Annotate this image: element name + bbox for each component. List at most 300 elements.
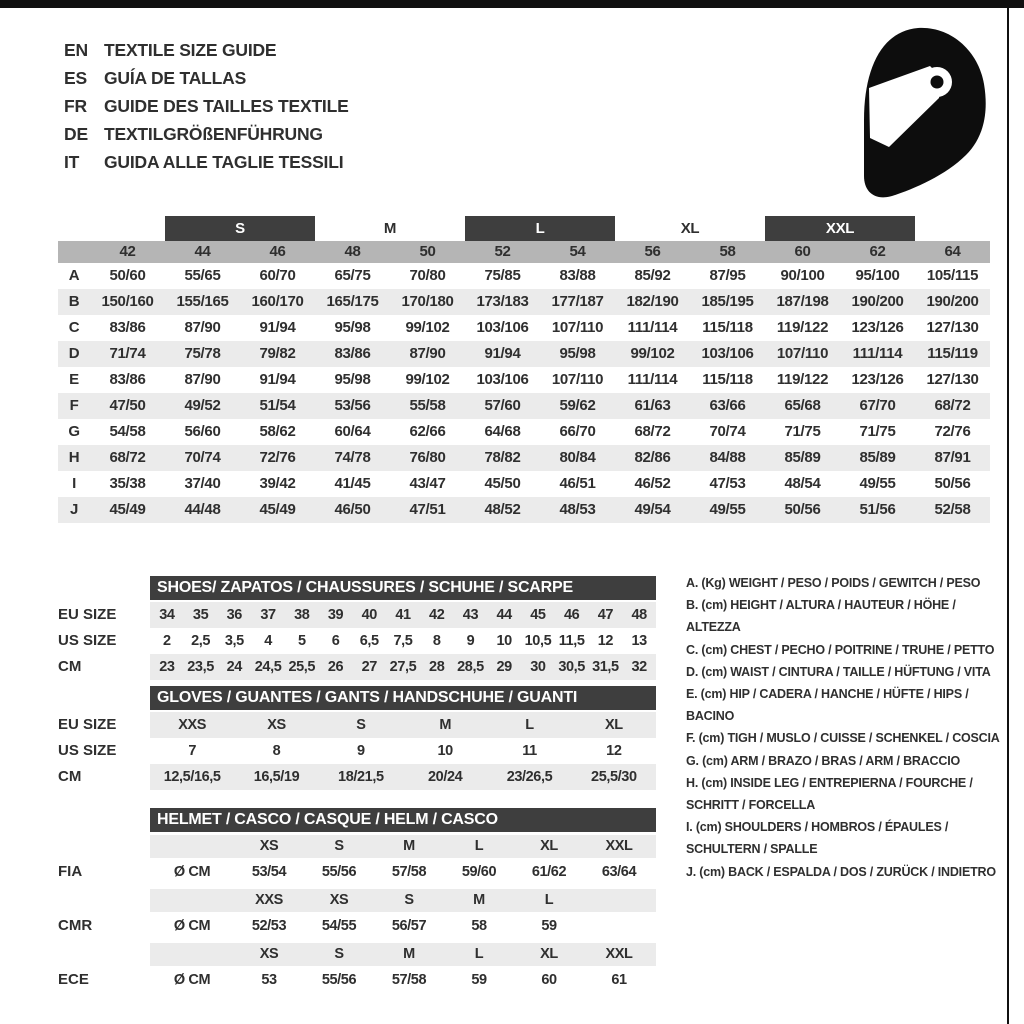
textile-cell: 190/200	[851, 293, 904, 310]
shoes-table-row-cm	[58, 654, 656, 680]
textile-cell: 68/72	[109, 449, 146, 466]
textile-cell: 44/48	[184, 501, 221, 518]
value-cell: 29	[496, 659, 512, 675]
value-cell: 27,5	[389, 659, 417, 675]
textile-cell: 46/50	[334, 501, 371, 518]
helmet-size-label: L	[474, 838, 484, 854]
textile-cell: 65/75	[334, 267, 371, 284]
value-cell: 23/26,5	[506, 769, 553, 785]
helmet-values-row-fia	[58, 858, 656, 886]
textile-cell: 49/52	[184, 397, 221, 414]
language-code: IT	[64, 152, 80, 172]
legend-item-f: F. (cm) TIGH / MUSLO / CUISSE / SCHENKEL / COSCIA	[686, 731, 1000, 746]
textile-cell: 76/80	[409, 449, 446, 466]
textile-cell: 72/76	[934, 423, 971, 440]
textile-cell: 39/42	[259, 475, 296, 492]
textile-row-h	[58, 445, 990, 471]
row-label-spacer	[58, 835, 150, 858]
legend-item-c: C. (cm) CHEST / PECHO / POITRINE / TRUHE / PETTO	[686, 642, 995, 657]
helmet-size-labels	[150, 889, 656, 912]
textile-cell: 45/49	[259, 501, 296, 518]
textile-cell: 91/94	[484, 345, 521, 362]
textile-cell: 187/198	[776, 293, 829, 310]
value-cell: 11,5	[558, 633, 585, 649]
textile-cell: 63/66	[709, 397, 746, 414]
textile-cell: 64/68	[484, 423, 521, 440]
size-band-xl: XL	[680, 220, 700, 237]
value-cell: 16,5/19	[253, 769, 300, 785]
value-cell: 12,5/16,5	[163, 769, 221, 785]
textile-cell: 83/86	[109, 371, 146, 388]
textile-cell: 82/86	[634, 449, 671, 466]
row-label: US SIZE	[58, 742, 117, 759]
top-border-bar	[0, 0, 1024, 8]
textile-cell: 50/56	[784, 501, 821, 518]
value-cell: 18/21,5	[338, 769, 384, 785]
gloves-table-row-us-size	[58, 738, 656, 764]
value-cell: 27	[361, 659, 377, 675]
textile-cell: 47/50	[109, 397, 146, 414]
row-label-g: G	[68, 423, 80, 440]
textile-cell: 107/110	[551, 371, 604, 388]
size-band-l: L	[465, 216, 615, 241]
value-cell: 28	[429, 659, 445, 675]
helmet-size-label: XXL	[605, 946, 633, 962]
textile-cell: 95/98	[334, 371, 371, 388]
textile-cell: 50/60	[109, 267, 146, 284]
shoes-table-row-eu-size	[58, 602, 656, 628]
textile-cell: 119/122	[776, 371, 829, 388]
size-column-52: 52	[494, 243, 511, 260]
textile-cell: 56/60	[184, 423, 221, 440]
textile-cell: 115/119	[927, 345, 978, 362]
helmet-value-cell: 55/56	[321, 864, 357, 880]
textile-cell: 65/68	[784, 397, 821, 414]
textile-cell: 53/56	[334, 397, 371, 414]
textile-cell: 85/92	[634, 267, 671, 284]
standard-label-ece: ECE	[58, 971, 89, 988]
legend-item-b: B. (cm) HEIGHT / ALTURA / HAUTEUR / HÖHE / ALTEZZA	[686, 598, 956, 635]
standard-label-cmr: CMR	[58, 917, 93, 934]
row-label-spacer	[58, 889, 150, 912]
legend-item-j: J. (cm) BACK / ESPALDA / DOS / ZURÜCK / INDIETRO	[686, 864, 996, 879]
helmet-values-row-cmr	[58, 912, 656, 940]
size-band-s: S	[165, 216, 315, 241]
textile-cell: 99/102	[405, 371, 450, 388]
textile-cell: 50/56	[934, 475, 971, 492]
value-cell: 7	[188, 743, 196, 759]
standard-label-fia: FIA	[58, 863, 83, 880]
size-column-46: 46	[269, 243, 286, 260]
helmet-size-label: XXS	[255, 892, 283, 908]
value-cell: 8	[432, 633, 441, 649]
textile-cell: 85/89	[859, 449, 896, 466]
textile-cell: 177/187	[551, 293, 604, 310]
language-row-de	[64, 120, 349, 148]
value-cell: 9	[356, 743, 365, 759]
size-column-58: 58	[719, 243, 736, 260]
value-cell: 31,5	[592, 659, 619, 675]
size-column-64: 64	[944, 243, 961, 260]
value-cell: 7,5	[393, 633, 413, 649]
textile-cell: 123/126	[851, 371, 904, 388]
helmet-value-cell: 53	[261, 972, 277, 988]
row-label-b: B	[68, 293, 80, 310]
value-cell: 3,5	[224, 633, 244, 649]
textile-cell: 43/47	[409, 475, 446, 492]
value-cell: 23	[159, 659, 175, 675]
value-cell: 10	[496, 633, 512, 649]
textile-cell: 45/50	[484, 475, 521, 492]
value-cell: 2,5	[191, 633, 211, 649]
textile-cell: 165/175	[326, 293, 379, 310]
diameter-spacer	[150, 835, 234, 858]
language-title: TEXTILE SIZE GUIDE	[104, 40, 277, 60]
textile-row-b	[58, 289, 990, 315]
row-label-c: C	[68, 319, 80, 336]
helmet-value-cell: 57/58	[391, 864, 427, 880]
textile-cell: 48/52	[484, 501, 521, 518]
value-cell: 30,5	[558, 659, 585, 675]
textile-cell: 35/38	[109, 475, 146, 492]
textile-cell: 60/64	[334, 423, 371, 440]
size-column-60: 60	[794, 243, 811, 260]
helmet-values-row-ece	[58, 966, 656, 994]
diameter-label: Ø CM	[173, 918, 211, 934]
textile-cell: 52/58	[934, 501, 971, 518]
shoes-table-row-us-size	[58, 628, 656, 654]
helmet-value-cell: 56/57	[391, 918, 427, 934]
textile-cell: 57/60	[484, 397, 521, 414]
textile-cell: 46/52	[634, 475, 671, 492]
textile-cell: 47/53	[709, 475, 746, 492]
value-cell: 12	[597, 633, 614, 649]
value-cell: 12	[606, 743, 622, 759]
textile-cell: 105/115	[926, 267, 979, 284]
textile-cell: 127/130	[926, 319, 979, 336]
helmet-size-label: S	[404, 892, 414, 908]
gloves-table-row-cm	[58, 764, 656, 790]
row-label: CM	[58, 658, 82, 675]
helmet-sizes-row-cmr	[58, 889, 656, 912]
helmet-size-label: XL	[540, 946, 558, 962]
helmet-value-cell: 60	[541, 972, 557, 988]
helmet-value-cell: 59/60	[461, 864, 497, 880]
helmet-value-cell: 54/55	[321, 918, 357, 934]
helmet-value-cell: 59	[541, 918, 557, 934]
diameter-label: Ø CM	[173, 972, 211, 988]
helmet-size-label: S	[334, 946, 344, 962]
textile-cell: 150/160	[101, 293, 154, 310]
value-cell: 25,5	[288, 659, 316, 675]
textile-cell: 37/40	[184, 475, 221, 492]
value-cell: 28,5	[457, 659, 484, 675]
textile-cell: 54/58	[109, 423, 146, 440]
value-cell: S	[356, 717, 366, 733]
helmet-value-cell: 57/58	[391, 972, 427, 988]
textile-cell: 49/55	[859, 475, 896, 492]
textile-cell: 67/70	[859, 397, 896, 414]
textile-cell: 71/75	[859, 423, 896, 440]
helmet-size-label: XS	[259, 946, 279, 962]
textile-cell: 185/195	[701, 293, 754, 310]
textile-row-g	[58, 419, 990, 445]
size-column-62: 62	[869, 243, 886, 260]
textile-cell: 87/90	[409, 345, 446, 362]
value-cell: 36	[226, 607, 242, 623]
textile-cell: 173/183	[476, 293, 529, 310]
helmet-value-cell: 55/56	[321, 972, 357, 988]
textile-cell: 70/80	[409, 267, 446, 284]
textile-cell: 115/118	[702, 319, 753, 336]
helmet-values	[150, 966, 656, 994]
value-cell: XXS	[178, 717, 207, 733]
value-cell: 47	[597, 607, 614, 623]
language-title: GUÍA DE TALLAS	[104, 68, 247, 88]
legend-item-a: A. (Kg) WEIGHT / PESO / POIDS / GEWITCH / PESO	[686, 576, 981, 590]
textile-cell: 59/62	[559, 397, 596, 414]
value-cell: 45	[530, 607, 546, 623]
helmet-size-label: M	[473, 892, 485, 908]
textile-cell: 70/74	[184, 449, 221, 466]
value-cell: 10	[437, 743, 453, 759]
helmet-size-label: M	[403, 946, 415, 962]
helmet-value-cell: 59	[471, 972, 487, 988]
row-label-j: J	[69, 501, 79, 518]
value-cell: 35	[192, 607, 209, 623]
size-column-44: 44	[194, 243, 211, 260]
value-cell: 43	[462, 607, 479, 623]
textile-cell: 51/56	[859, 501, 896, 518]
textile-cell: 60/70	[259, 267, 296, 284]
value-cell: 2	[163, 633, 171, 649]
helmet-size-label: XS	[329, 892, 349, 908]
textile-cell: 70/74	[709, 423, 746, 440]
value-cell: 34	[159, 607, 175, 623]
helmet-size-label	[584, 889, 654, 912]
textile-cell: 45/49	[109, 501, 146, 518]
value-cell: 41	[395, 607, 411, 623]
helmet-sizes-row-ece	[58, 943, 656, 966]
helmet-value-cell: 52/53	[251, 918, 287, 934]
language-code: ES	[64, 68, 87, 88]
value-cell: 42	[429, 607, 445, 623]
textile-cell: 68/72	[934, 397, 971, 414]
row-label-e: E	[69, 371, 79, 388]
textile-cell: 83/86	[109, 319, 146, 336]
value-cell: 39	[327, 607, 344, 623]
value-cell: 48	[631, 607, 647, 623]
textile-cell: 49/54	[634, 501, 671, 518]
size-column-54: 54	[569, 243, 586, 260]
language-title-list	[64, 36, 349, 176]
value-cell: L	[525, 717, 534, 733]
textile-cell: 74/78	[334, 449, 371, 466]
textile-cell: 107/110	[551, 319, 604, 336]
size-band-row	[58, 216, 990, 241]
row-values	[150, 764, 656, 790]
helmet-table-title: HELMET / CASCO / CASQUE / HELM / CASCO	[150, 808, 656, 832]
row-label-h: H	[68, 449, 80, 466]
diameter-spacer	[150, 889, 234, 912]
textile-cell: 111/114	[627, 319, 678, 336]
textile-cell: 41/45	[334, 475, 371, 492]
value-cell: 32	[631, 659, 647, 675]
textile-row-f	[58, 393, 990, 419]
value-cell: 30	[530, 659, 546, 675]
size-column-48: 48	[344, 243, 361, 260]
value-cell: 37	[260, 607, 276, 623]
textile-cell: 84/88	[709, 449, 746, 466]
row-label: EU SIZE	[58, 716, 117, 733]
textile-row-e	[58, 367, 990, 393]
textile-cell: 182/190	[626, 293, 679, 310]
helmet-values	[150, 858, 656, 886]
size-column-56: 56	[644, 243, 661, 260]
legend-item-e: E. (cm) HIP / CADERA / HANCHE / HÜFTE / HIPS / BACINO	[686, 687, 969, 724]
value-cell: 13	[631, 633, 647, 649]
textile-cell: 160/170	[251, 293, 304, 310]
legend-item-i: I. (cm) SHOULDERS / HOMBROS / ÉPAULES / SCHULTERN / SPALLE	[686, 820, 949, 857]
textile-row-i	[58, 471, 990, 497]
textile-cell: 79/82	[259, 345, 296, 362]
language-row-it	[64, 148, 349, 176]
value-cell: 6	[331, 633, 340, 649]
textile-cell: 91/94	[259, 371, 296, 388]
textile-cell: 49/55	[709, 501, 746, 518]
textile-cell: 170/180	[401, 293, 454, 310]
value-cell: XL	[604, 717, 623, 733]
helmet-size-label: L	[474, 946, 484, 962]
gloves-table-row-eu-size	[58, 712, 656, 738]
value-cell: 46	[563, 607, 580, 623]
value-cell: 9	[466, 633, 475, 649]
row-label: CM	[58, 768, 82, 785]
textile-cell: 78/82	[484, 449, 521, 466]
textile-cell: 48/53	[559, 501, 596, 518]
row-label-d: D	[68, 345, 80, 362]
language-code: EN	[64, 40, 88, 60]
value-cell: 5	[297, 633, 306, 649]
row-values	[150, 628, 656, 654]
value-cell: 44	[496, 607, 512, 623]
helmet-size-label: XXL	[605, 838, 633, 854]
helmet-size-table	[58, 808, 656, 994]
textile-cell: 127/130	[926, 371, 979, 388]
size-number-header-row	[58, 241, 990, 263]
textile-cell: 47/51	[409, 501, 446, 518]
gloves-size-table	[58, 686, 656, 790]
textile-cell: 115/118	[702, 371, 753, 388]
textile-row-c	[58, 315, 990, 341]
size-column-50: 50	[419, 243, 436, 260]
textile-cell: 103/106	[476, 319, 529, 336]
shoes-size-table	[58, 576, 656, 680]
language-title: GUIDA ALLE TAGLIE TESSILI	[104, 152, 344, 172]
value-cell: 38	[294, 607, 310, 623]
helmet-values	[150, 912, 656, 940]
helmet-value-cell: 63/64	[601, 864, 637, 880]
helmet-size-label: XS	[259, 838, 279, 854]
textile-cell: 91/94	[259, 319, 296, 336]
row-values	[150, 654, 656, 680]
diameter-spacer	[150, 943, 234, 966]
textile-cell: 55/65	[184, 267, 221, 284]
textile-cell: 99/102	[405, 319, 450, 336]
textile-cell: 61/63	[634, 397, 671, 414]
textile-cell: 123/126	[851, 319, 904, 336]
textile-cell: 85/89	[784, 449, 821, 466]
helmet-value-cell: 53/54	[251, 864, 287, 880]
value-cell: XS	[267, 717, 286, 733]
value-cell: 4	[264, 633, 272, 649]
value-cell: 40	[361, 607, 377, 623]
helmet-value-cell: 61/62	[531, 864, 567, 880]
textile-cell: 83/88	[559, 267, 596, 284]
measurement-legend	[686, 572, 1008, 883]
row-values	[150, 602, 656, 628]
row-label-spacer	[58, 943, 150, 966]
textile-row-d	[58, 341, 990, 367]
value-cell: 23,5	[187, 659, 214, 675]
helmet-value-cell: 61	[611, 972, 627, 988]
value-cell: 11	[522, 743, 537, 759]
textile-cell: 51/54	[259, 397, 296, 414]
helmet-value-cell: 58	[471, 918, 487, 934]
textile-cell: 155/165	[176, 293, 229, 310]
language-code: DE	[64, 124, 88, 144]
textile-cell: 87/90	[184, 319, 221, 336]
textile-cell: 111/114	[627, 371, 678, 388]
textile-cell: 107/110	[776, 345, 829, 362]
language-title: GUIDE DES TAILLES TEXTILE	[104, 96, 349, 116]
textile-cell: 90/100	[780, 267, 825, 284]
helmet-size-label: L	[544, 892, 554, 908]
textile-cell: 48/54	[784, 475, 821, 492]
diameter-label: Ø CM	[173, 864, 211, 880]
textile-cell: 80/84	[559, 449, 596, 466]
textile-cell: 190/200	[926, 293, 979, 310]
size-band-m: M	[383, 220, 397, 237]
legend-item-g: G. (cm) ARM / BRAZO / BRAS / ARM / BRACCIO	[686, 753, 961, 768]
size-column-42: 42	[119, 243, 136, 260]
textile-cell: 71/75	[784, 423, 821, 440]
helmet-icon	[840, 24, 990, 200]
size-band-xxl: XXL	[765, 216, 915, 241]
size-header-spacer	[58, 241, 90, 263]
textile-cell: 95/98	[334, 319, 371, 336]
textile-size-table	[58, 216, 990, 523]
textile-cell: 103/106	[476, 371, 529, 388]
value-cell: 25,5/30	[591, 769, 637, 785]
value-cell: 24	[226, 659, 242, 675]
language-row-en	[64, 36, 349, 64]
textile-cell: 87/91	[934, 449, 971, 466]
textile-cell: 75/78	[184, 345, 221, 362]
row-label-a: A	[68, 267, 80, 284]
textile-cell: 55/58	[409, 397, 446, 414]
gloves-table-title: GLOVES / GUANTES / GANTS / HANDSCHUHE / GUANTI	[150, 686, 656, 710]
textile-cell: 75/85	[484, 267, 521, 284]
helmet-value-cell	[584, 912, 654, 940]
textile-cell: 66/70	[559, 423, 596, 440]
textile-cell: 58/62	[259, 423, 296, 440]
textile-cell: 46/51	[559, 475, 596, 492]
row-values	[150, 712, 656, 738]
row-label: US SIZE	[58, 632, 117, 649]
textile-cell: 68/72	[634, 423, 671, 440]
helmet-size-labels	[150, 835, 656, 858]
